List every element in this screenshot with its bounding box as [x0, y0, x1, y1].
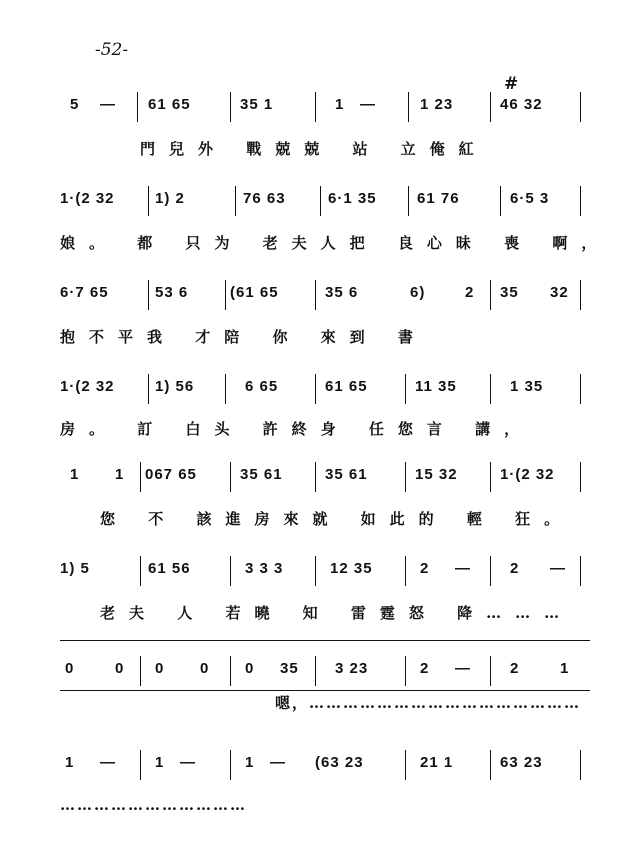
note: 1·(2 32	[60, 378, 115, 395]
note: —	[100, 754, 116, 771]
note: —	[360, 96, 376, 113]
note: 1	[70, 466, 80, 483]
note: 6)	[410, 284, 426, 301]
lyrics-line-1: 門兒外 戰兢兢 站 立俺紅	[140, 140, 488, 158]
note: 61 76	[417, 190, 460, 207]
note: 63 23	[500, 754, 543, 771]
lyrics-line-7: 嗯，…………………………………………	[275, 694, 582, 712]
note: 3 3 3	[245, 560, 284, 577]
note: (63 23	[315, 754, 364, 771]
note: 35 6	[325, 284, 359, 301]
note: 32	[550, 284, 569, 301]
note: 12 35	[330, 560, 373, 577]
note: 53 6	[155, 284, 189, 301]
note: 35 61	[325, 466, 368, 483]
note: 35 61	[240, 466, 283, 483]
note: 1	[115, 466, 125, 483]
note: 61 56	[148, 560, 191, 577]
note: 1 35	[510, 378, 544, 395]
note: 0	[115, 660, 125, 677]
note: 21 1	[420, 754, 454, 771]
note: 11 35	[415, 378, 457, 395]
note: —	[455, 660, 471, 677]
lyrics-line-3: 抱不平我 才陪 你 來到 書	[60, 328, 427, 346]
note: 1·(2 32	[60, 190, 115, 207]
note: 15 32	[415, 466, 458, 483]
note: 0	[245, 660, 255, 677]
note: 1	[245, 754, 255, 771]
note: 1) 2	[155, 190, 185, 207]
note: 76 63	[243, 190, 286, 207]
note: 46 32	[500, 96, 543, 113]
note: 067 65	[145, 466, 197, 483]
lyrics-line-6: 老夫 人 若曉 知 雷霆怒 降………	[100, 604, 574, 622]
note: 35	[280, 660, 299, 677]
note: 6·1 35	[328, 190, 377, 207]
note: 2	[465, 284, 475, 301]
note: 35	[500, 284, 519, 301]
note: —	[180, 754, 196, 771]
note: 5	[70, 96, 80, 113]
note: 1) 5	[60, 560, 90, 577]
note: 0	[65, 660, 75, 677]
note: 2	[420, 660, 430, 677]
note: 1) 56	[155, 378, 195, 395]
note: 61 65	[148, 96, 191, 113]
note: 1	[155, 754, 165, 771]
note: 6·7 65	[60, 284, 109, 301]
note: 61 65	[325, 378, 368, 395]
note: 1	[560, 660, 570, 677]
note: 3 23	[335, 660, 369, 677]
lyrics-line-4: 房。 訂 白头 許終身 任您言 講，	[60, 420, 534, 438]
sharp-sign: #	[504, 74, 519, 94]
lyrics-line-5: 您 不 該進房來就 如此的 輕 狂。	[100, 510, 574, 528]
note: 1	[65, 754, 75, 771]
note: 1	[335, 96, 345, 113]
note: 0	[200, 660, 210, 677]
note: (61 65	[230, 284, 279, 301]
note: 0	[155, 660, 165, 677]
note: —	[270, 754, 286, 771]
note: —	[455, 560, 471, 577]
note: 35 1	[240, 96, 274, 113]
lyrics-line-8: ……………………………	[60, 796, 247, 814]
note: 2	[420, 560, 430, 577]
note: 2	[510, 660, 520, 677]
note: —	[550, 560, 566, 577]
page-number: -52-	[95, 40, 129, 60]
lyrics-line-2: 娘。 都 只为 老夫人把 良心昧 喪 啊，	[60, 234, 611, 252]
note: 2	[510, 560, 520, 577]
note: 1·(2 32	[500, 466, 555, 483]
note: 1 23	[420, 96, 454, 113]
note: 6 65	[245, 378, 279, 395]
note: —	[100, 96, 116, 113]
note: 6·5 3	[510, 190, 550, 207]
